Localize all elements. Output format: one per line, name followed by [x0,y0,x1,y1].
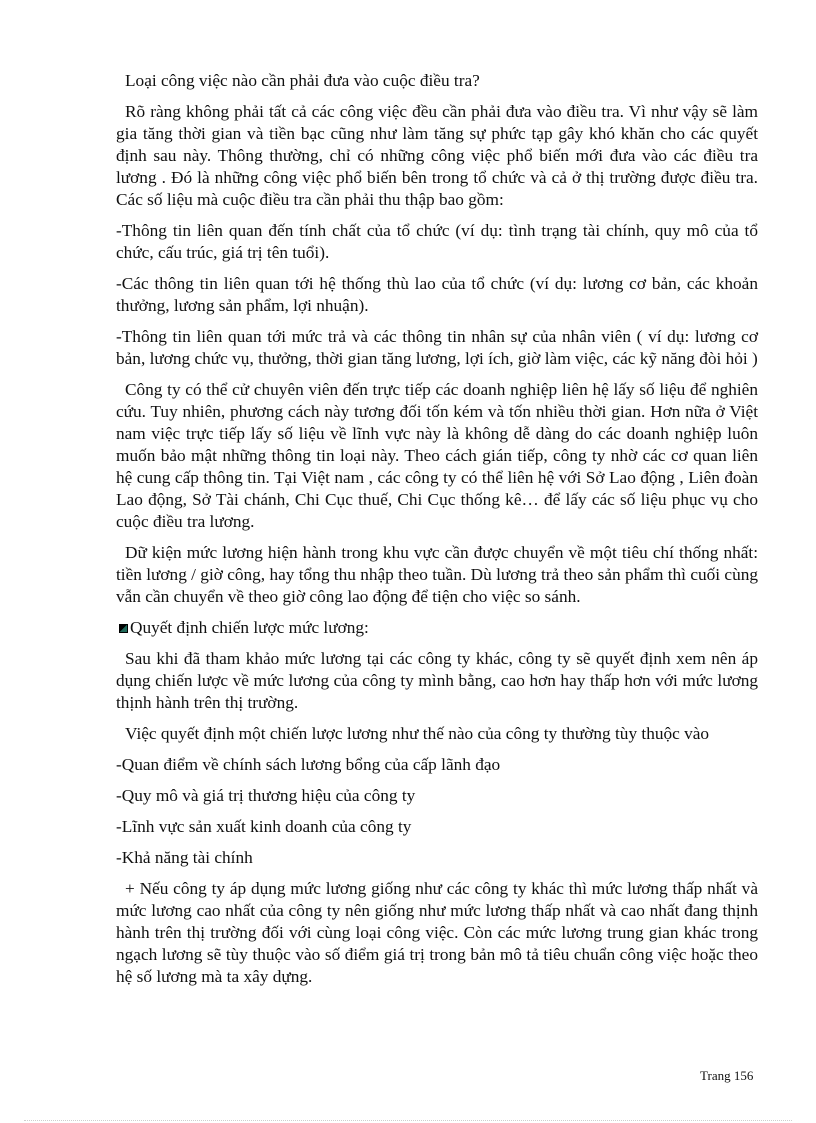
list-item: -Quan điểm về chính sách lương bổng của cấp lãnh đạo [116,755,501,774]
section-heading [116,617,758,639]
body-paragraph: Dữ kiện mức lương hiện hành trong khu vực cần được chuyển về một tiêu chí thống nhất: tiền lương / giờ công, hay tổng thu nhập theo tuần. Dù lương trả theo sản phẩm thì cuối cùng vẫn cần chuyển về theo giờ công lao động để tiện cho việc so sánh. [116,543,758,606]
document-body [116,70,758,997]
body-paragraph: Việc quyết định một chiến lược lương như thế nào của công ty thường tùy thuộc vào [125,724,710,743]
question-heading: Loại công việc nào cần phải đưa vào cuộc điều tra? [125,71,480,90]
intro-paragraph: Rõ ràng không phải tất cả các công việc đều cần phải đưa vào điều tra. Vì như vậy sẽ làm gia tăng thời gian và tiền bạc cũng như làm tăng sự phức tạp gây khó khăn cho các quyết định sau này. Thông thường, chỉ có những công việc phổ biến mới đưa vào các điều tra lương . Đó là những công việc phổ biến bên trong tổ chức và cả ở thị trường được điều tra. Các số liệu mà cuộc điều tra cần phải thu thập bao gồm: [116,102,758,209]
list-item: -Các thông tin liên quan tới hệ thống thù lao của tổ chức (ví dụ: lương cơ bản, các khoản thưởng, lương sản phẩm, lợi nhuận). [116,274,758,315]
body-paragraph: Sau khi đã tham khảo mức lương tại các công ty khác, công ty sẽ quyết định xem nên áp dụng chiến lược về mức lương của công ty mình bằng, cao hơn hay thấp hơn với mức lương thịnh hành trên thị trường. [116,649,758,712]
page-number: Trang 156 [700,1068,754,1083]
list-item: -Thông tin liên quan đến tính chất của tổ chức (ví dụ: tình trạng tài chính, quy mô của tổ chức, cấu trúc, giá trị tên tuổi). [116,221,758,262]
list-item: -Khả năng tài chính [116,848,253,867]
square-bullet-icon [119,624,128,633]
body-paragraph: Công ty có thể cử chuyên viên đến trực tiếp các doanh nghiệp liên hệ lấy số liệu để nghiên cứu. Tuy nhiên, phương cách này tương đối tốn kém và tốn nhiều thời gian. Hơn nữa ở Việt nam việc trực tiếp lấy số liệu về lĩnh vực này là không dễ dàng do các doanh nghiệp luôn muốn bảo mật những thông tin loại này. Theo cách gián tiếp, công ty nhờ các cơ quan liên hệ cung cấp thông tin. Tại Việt nam , các công ty có thể liên hệ với Sở Lao động , Liên đoàn Lao động, Sở Tài chánh, Chi Cục thuế, Chi Cục thống kê… để lấy các số liệu phục vụ cho cuộc điều tra lương. [116,380,758,531]
list-item: -Lĩnh vực sản xuất kinh doanh của công ty [116,817,412,836]
list-item: -Quy mô và giá trị thương hiệu của công ty [116,786,416,805]
body-paragraph: + Nếu công ty áp dụng mức lương giống như các công ty khác thì mức lương thấp nhất và mức lương cao nhất của công ty nên giống như mức lương thấp nhất và cao nhất đang thịnh hành trên thị trường đối với cùng loại công việc. Còn các mức lương trung gian khác trong ngạch lương sẽ tùy thuộc vào số điểm giá trị trong bản mô tả tiêu chuẩn công việc hoặc theo hệ số lương mà ta xây dựng. [116,879,758,986]
section-heading-text: Quyết định chiến lược mức lương: [130,618,369,637]
page-bottom-rule [24,1120,792,1121]
list-item: -Thông tin liên quan tới mức trả và các thông tin nhân sự của nhân viên ( ví dụ: lương cơ bản, lương chức vụ, thưởng, thời gian tăng lương, lợi ích, giờ làm việc, các kỹ năng đòi hỏi ) [116,327,758,368]
